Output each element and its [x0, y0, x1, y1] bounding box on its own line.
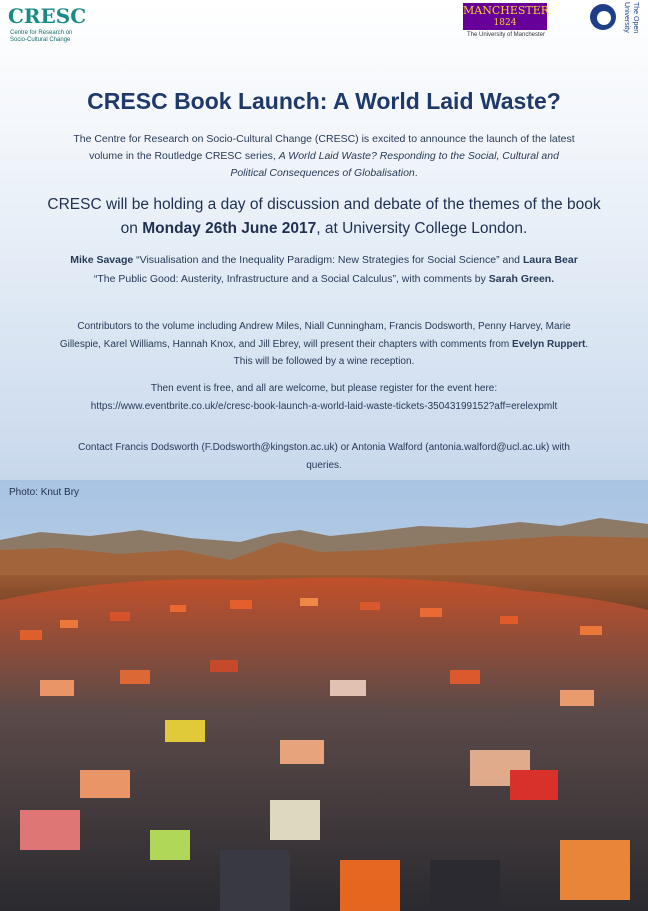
- cresc-logo-text: CRESC: [8, 4, 87, 28]
- manchester-logo-box: [463, 3, 550, 30]
- speaker-2: Laura Bear: [522, 254, 578, 266]
- photo-credit: Photo: Knut Bry: [9, 487, 80, 498]
- event-date: Monday 26th June 2017: [142, 220, 317, 237]
- manchester-logo-year: 1824: [493, 18, 517, 28]
- page-title: CRESC Book Launch: A World Laid Waste?: [87, 88, 561, 114]
- manchester-logo: [461, 3, 550, 41]
- registration-paragraph: [80, 380, 568, 416]
- speakers-paragraph: [58, 251, 590, 289]
- announcement-end: , at University College London.: [316, 220, 528, 237]
- life-jackets-photo: [0, 480, 648, 911]
- contributors-paragraph: [58, 318, 590, 371]
- cresc-logo-subtitle: Centre for Research on Socio-Cultural Change: [10, 30, 73, 43]
- talk-2: “The Public Good: Austerity, Infrastructure and a Social Calculus”, with comments by: [93, 273, 489, 285]
- intro-lead: The Centre for Research on Socio-Cultural Change (CRESC) is excited to announce the launch of the latest volume in the Routledge CRESC series,: [73, 133, 575, 162]
- contact-paragraph: Contact Francis Dodsworth (F.Dodsworth@kingston.ac.uk) or Antonia Walford (antonia.walford@ucl.ac.uk) with queries.: [78, 442, 570, 471]
- intro-end: .: [414, 167, 418, 179]
- contributors-lead: Contributors to the volume including Andrew Miles, Niall Cunningham, Francis Dodsworth, Penny Harvey, Marie Gillespie, Karel Williams, Hannah Knox, and Jill Ebrey, will present their chapters with comments from: [59, 321, 571, 350]
- discussant: Sarah Green.: [488, 273, 555, 285]
- announcement-lead: CRESC will be holding a day of discussion and debate of the themes of the book on: [47, 196, 601, 237]
- cresc-logo: [8, 4, 87, 52]
- photo-illustration: [0, 480, 648, 911]
- intro-paragraph: [70, 131, 578, 182]
- open-university-logo: [588, 2, 644, 42]
- contributors-end: . This will be followed by a wine reception.: [233, 338, 589, 367]
- speaker-1: Mike Savage: [70, 254, 134, 266]
- registration-text: Then event is free, and all are welcome, but please register for the event here:: [150, 383, 498, 394]
- registration-link[interactable]: https://www.eventbrite.co.uk/e/cresc-book-launch-a-world-laid-waste-tickets-35043199152?aff=erelexpmlt: [90, 401, 558, 412]
- book-title: A World Laid Waste? Responding to the Social, Cultural and Political Consequences of Globalisation: [230, 150, 559, 179]
- header: [0, 0, 648, 60]
- contributors-discussant: Evelyn Ruppert: [512, 338, 586, 350]
- talk-1: “Visualisation and the Inequality Paradigm: New Strategies for Social Science” and: [133, 254, 523, 266]
- announcement-paragraph: [40, 193, 608, 241]
- open-university-icon: [590, 4, 616, 30]
- open-university-logo-text: The Open University: [623, 2, 639, 34]
- manchester-logo-subtitle: The University of Manchester: [466, 32, 546, 38]
- manchester-logo-text: MANCHESTER: [463, 4, 550, 17]
